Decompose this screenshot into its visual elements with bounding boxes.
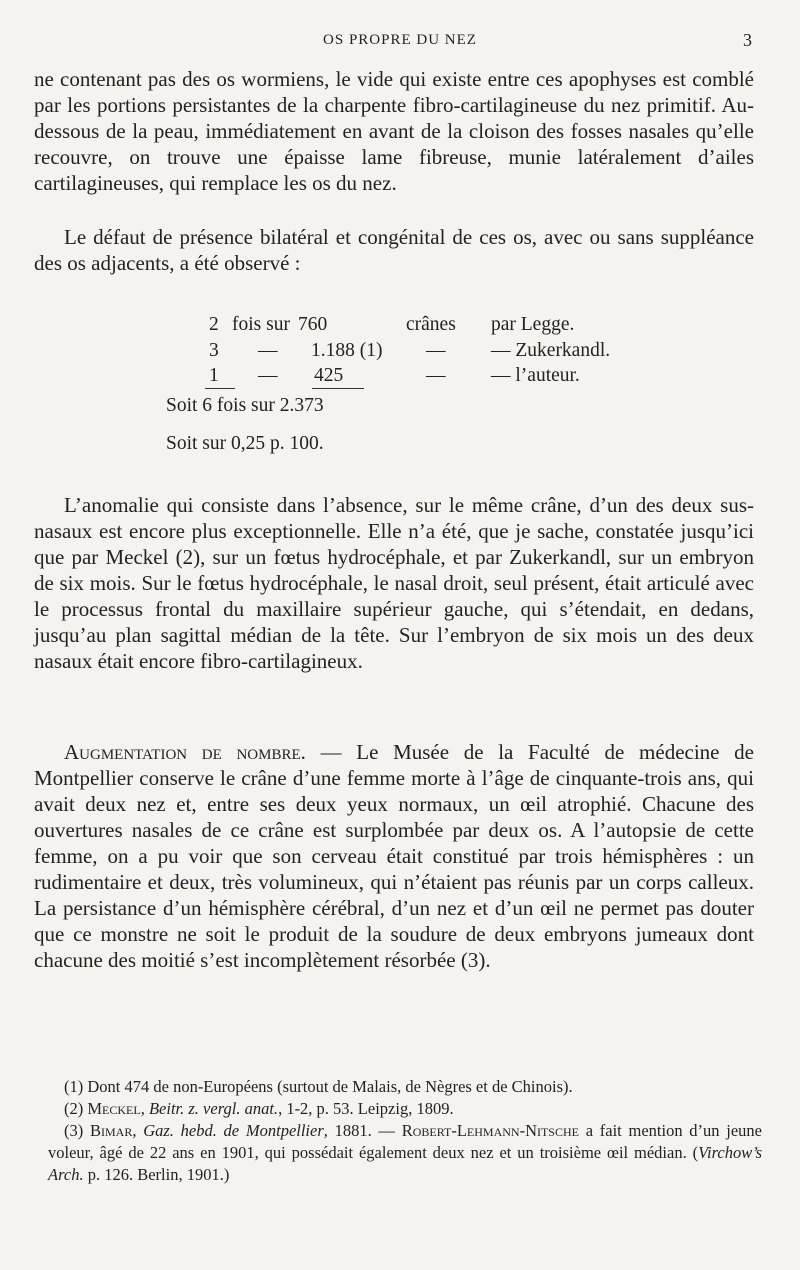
stat-count: 2 [209, 314, 219, 335]
paragraph-4 [34, 739, 754, 973]
footnotes [48, 1076, 762, 1186]
footnote-3-author2: Robert-Lehmann-Nitsche [401, 1121, 579, 1140]
sum-rule-left [205, 388, 235, 389]
footnote-3-mid: , 1881. — [323, 1121, 402, 1140]
stat-what: — [426, 339, 446, 361]
stat-label: — [258, 365, 278, 386]
stat-sum: Soit 6 fois sur 2.373 [166, 395, 324, 416]
footnote-3-mid2: a fait mention d’un jeune voleur, âgé de 22 ans en 1901, qui possédait également deux nez et un troisième œil médian. ( [48, 1121, 763, 1162]
paragraph-4-text: — Le Musée de la Faculté de médecine de Montpellier conserve le crâne d’une femme morte à l’âge de cinquante-trois ans, qui avait deux nez et, entre ses deux yeux normaux, un œil atrophié. Chacune des ouvertures nasales de ce crâne est surplombée par deux os. A l’autopsie de cette femme, on a pu voir que son cerveau était constitué par trois hémisphères : un rudimentaire et deux, très volumineux, qui n’étaient pas réunis par un corps calleux. La persistance d’un hémisphère cérébral, d’un nez et d’un œil ne permet pas douter que ce monstre ne soit le produit de la soudure de deux embryons jumeaux dont chacune des moitié s’est incomplètement résorbée (3). [34, 740, 754, 972]
paragraph-2: Le défaut de présence bilatéral et congénital de ces os, avec ou sans suppléance des os adjacents, a été observé : [34, 225, 754, 275]
footnote-3 [48, 1120, 762, 1186]
stat-total: 760 [298, 314, 328, 335]
stat-count: 3 [209, 339, 219, 361]
stat-what: — [426, 365, 446, 386]
footnote-1: (1) Dont 474 de non-Européens (surtout de Malais, de Nègres et de Chinois). [64, 1077, 573, 1096]
footnote-2-author: Meckel [87, 1099, 141, 1118]
stat-label: — [258, 339, 278, 361]
footnote-3-prefix: (3) [64, 1121, 90, 1140]
footnote-2-rest: , 1-2, p. 53. Leipzig, 1809. [278, 1099, 454, 1118]
footnote-2 [48, 1098, 762, 1120]
header-title: OS PROPRE DU NEZ [323, 32, 477, 48]
footnote-3-author: Bimar [89, 1121, 133, 1140]
stat-label: fois sur [232, 314, 290, 335]
section-heading: Augmentation de nombre. [64, 740, 306, 764]
stat-by: par Legge. [491, 314, 575, 335]
sum-rule-right [312, 388, 364, 389]
stat-by: — Zukerkandl. [491, 339, 611, 361]
stat-what: crânes [406, 314, 456, 335]
footnote-3-comma: , [132, 1121, 144, 1140]
stat-total: 425 [314, 365, 344, 386]
footnote-2-work: Beitr. z. vergl. anat. [148, 1099, 279, 1118]
footnote-3-rest: p. 126. Berlin, 1901.) [83, 1165, 230, 1184]
paragraph-1: ne contenant pas des os wormiens, le vide qui existe entre ces apophyses est comblé par les portions persistantes de la charpente fibro-cartilagineuse du nez primitif. Au-dessous de la peau, immédiatement en avant de la cloison des fosses nasales qu’elle recouvre, on trouve une épaisse lame fibreuse, munie latéralement d’ailes cartilagineuses, qui remplace les os du nez. [34, 67, 754, 195]
page-number: 3 [743, 30, 752, 50]
footnote-3-work2: Virchow’s Arch. [48, 1143, 762, 1184]
paragraph-3: L’anomalie qui consiste dans l’absence, sur le même crâne, d’un des deux sus-nasaux est encore plus exceptionnelle. Elle n’a été, que je sache, constatée jusqu’ici que par Meckel (2), sur un fœtus hydrocéphale, et par Zukerkandl, sur un embryon de six mois. Sur le fœtus hydrocéphale, le nasal droit, seul présent, était articulé avec le processus frontal du maxillaire supérieur gauche, qui s’étendait, en dedans, jusqu’au plan sagittal médian de la tête. Sur l’embryon de six mois un des deux nasaux était encore fibro-cartilagineux. [34, 493, 754, 673]
footnote-3-work: Gaz. hebd. de Montpellier [143, 1121, 324, 1140]
stat-by: — l’auteur. [491, 365, 580, 386]
stat-total: 1.188 (1) [311, 339, 383, 361]
footnote-2-prefix: (2) [64, 1099, 88, 1118]
stat-count: 1 [209, 365, 219, 386]
footnote-2-comma: , [140, 1099, 149, 1118]
stat-ratio: Soit sur 0,25 p. 100. [166, 433, 324, 454]
